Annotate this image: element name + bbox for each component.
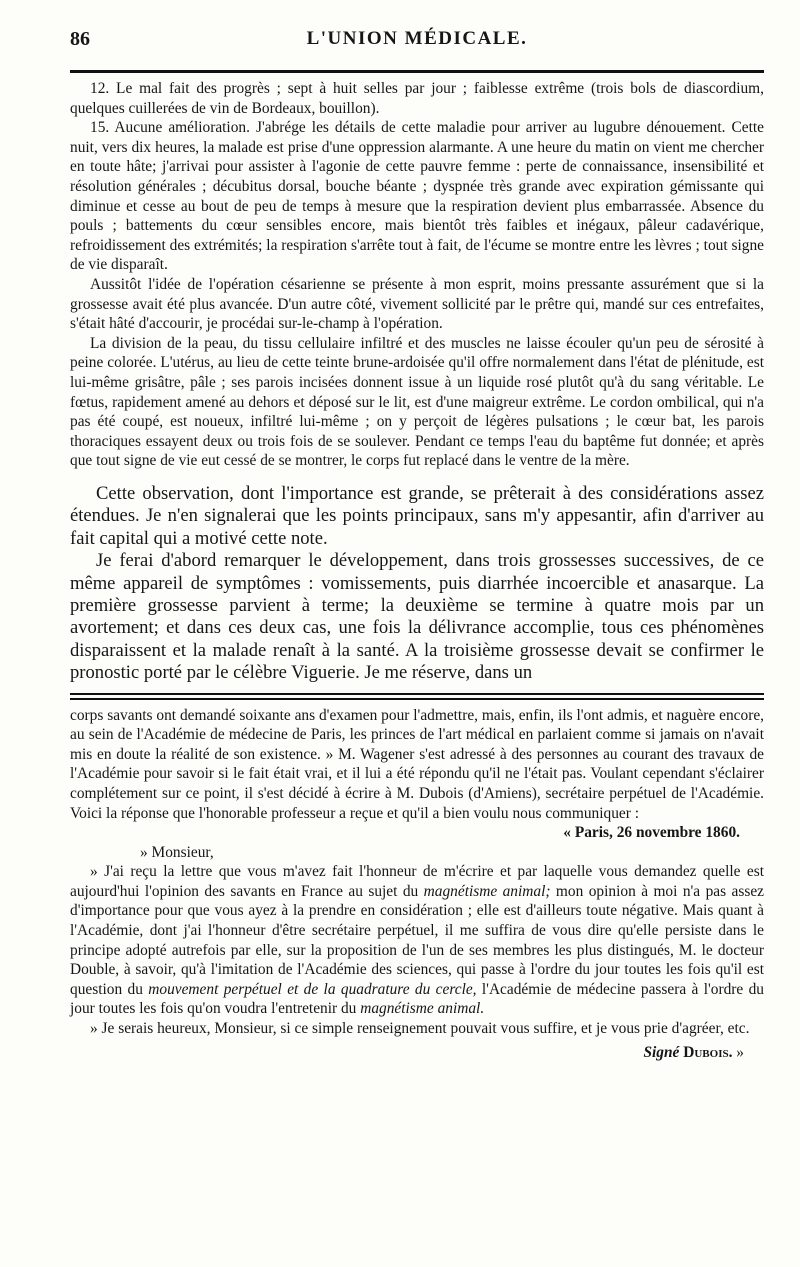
case-paragraph: La division de la peau, du tissu cellulaire infiltré et des muscles ne laisse écouler qu'un peu de sérosité à peine colorée. L'utérus, au lieu de cette teinte brune-ardoisée qu'il offre normalement dans l'état de plénitude, est lui-même grisâtre, pâle ; ses parois incisées donnent issue à un liquide rosé plutôt qu'à du sang véritable. Le fœtus, rapidement amené au dehors et déposé sur le lit, est d'une maigreur extrême. Le cordon ombilical, qui n'a pas été coupé, est noueux, infiltré lui-même ; on y perçoit de légères pulsations ; le cœur bat, les parois thoraciques essayent deux ou trois fois de se soulever. Pendant ce temps l'eau du baptême fut donnée; et après que tout signe de vie eut cessé de se montrer, le corps fut replacé dans le ventre de la mère. xyxy=(70,334,764,470)
letter-emphasis: mouvement perpétuel et de la quadrature du cercle, xyxy=(148,980,477,998)
signature-label: Signé xyxy=(643,1043,680,1061)
letter-text: l'Académie de médecine passera à l'ordre du jour toutes les fois qu'on voudra l'entretenir du xyxy=(70,980,764,1018)
case-paragraph: 12. Le mal fait des progrès ; sept à huit selles par jour ; faiblesse extrême (trois bols de diascordium, quelques cuillerées de vin de Bordeaux, bouillon). xyxy=(70,80,764,117)
header-rule xyxy=(70,70,764,73)
case-report xyxy=(70,79,764,471)
footnote-separator xyxy=(70,693,764,700)
signature-name: Dubois. xyxy=(683,1043,733,1061)
page-header xyxy=(70,28,764,58)
footnote-paragraph: corps savants ont demandé soixante ans d'examen pour l'admettre, mais, enfin, ils l'ont admis, et naguère encore, au sein de l'Académie de médecine de Paris, les princes de l'art médical en parlaient comme si jamais on n'avait mis en doute la réalité de son existence. » M. Wagener s'est adressé à des personnes au courant des travaux de l'Académie pour savoir si le fait était vrai, et il lui a été répondu qu'il ne l'était pas. Voulant cependant s'éclairer complétement sur ce point, il s'est décidé à écrire à M. Dubois (d'Amiens), secrétaire perpétuel de l'Académie. Voici la réponse que l'honorable professeur a reçue et qu'il a bien voulu nous communiquer : xyxy=(70,706,764,822)
commentary xyxy=(70,483,764,685)
letter-text: mon opinion à moi n'a pas assez d'importance pour que vous ayez à la prendre en considération ; elle est d'ailleurs toute négative. Mais quant à l'Académie, dont j'ai l'honneur d'être secrétaire perpétuel, il me suffira de vous dire qu'elle persiste dans le principe adopté autrefois par elle, sur la proposition de l'un de ses membres les plus distingués, M. le docteur Double, à savoir, qu'à l'imitation de l'Académie des sciences, qui passe à l'ordre du jour toutes les fois qu'il est question du xyxy=(70,882,764,998)
case-paragraph: Aussitôt l'idée de l'opération césarienne se présente à mon esprit, moins pressante assurément que si la grossesse avait été plus avancée. D'un autre côté, vivement sollicité par le prêtre qui, mandé sur ces entrefaites, s'était hâté d'accourir, je procédai sur-le-champ à l'opération. xyxy=(70,275,764,333)
book-page xyxy=(70,28,764,1062)
letter-dateline: « Paris, 26 novembre 1860. xyxy=(563,824,740,842)
page-number: 86 xyxy=(70,28,90,50)
commentary-paragraph: Cette observation, dont l'importance est grande, se prêterait à des considérations assez étendues. Je n'en signalerai que les points principaux, sans m'y appesantir, afin d'arriver au fait capital qui a motivé cette note. xyxy=(70,482,764,549)
letter-paragraph: » Je serais heureux, Monsieur, si ce simple renseignement pouvait vous suffire, et je vous prie d'agréer, etc. xyxy=(90,1020,750,1038)
letter-salutation: » Monsieur, xyxy=(140,843,214,861)
running-title: L'UNION MÉDICALE. xyxy=(306,28,528,49)
letter-paragraph xyxy=(70,862,764,1019)
signature-close: » xyxy=(732,1043,744,1061)
letter-emphasis: magnétisme animal. xyxy=(360,1000,485,1018)
letter-text: » J'ai reçu la lettre que vous m'avez fait l'honneur de m'écrire et par laquelle vous demandez quelle est aujourd'hui l'opinion des savants en France au sujet du xyxy=(70,863,764,900)
letter-signature xyxy=(70,1043,764,1063)
case-paragraph: 15. Aucune amélioration. J'abrége les détails de cette maladie pour arriver au lugubre dénouement. Cette nuit, vers dix heures, la malade est prise d'une oppression alarmante. A une heure du matin on vient me chercher en toute hâte; j'arrivai pour assister à l'agonie de cette pauvre femme : perte de connaissance, insensibilité et résolution générales ; décubitus dorsal, bouche béante ; dyspnée très grande avec expiration gémissante qui diminue et cesse au bout de peu de temps à mesure que la respiration devient plus embarrassée. Absence du pouls ; battements du cœur sensibles encore, mais bientôt très faibles et inégaux, pâleur cadavérique, refroidissement des extrémités; la respiration s'arrête tout à fait, de l'écume se montre entre les lèvres ; tout signe de vie disparaît. xyxy=(70,119,764,274)
footnote xyxy=(70,706,764,1063)
letter-emphasis: magnétisme animal; xyxy=(423,882,551,900)
commentary-paragraph: Je ferai d'abord remarquer le développement, dans trois grossesses successives, de ce même appareil de symptômes : vomissements, puis diarrhée incoercible et anasarque. La première grossesse parvient à terme; la deuxième se termine à quatre mois par un avortement; et dans ces deux cas, une fois la délivrance accomplie, tous ces phénomènes disparaissent et la malade renaît à la santé. A la troisième grossesse devait se confirmer le pronostic porté par le célèbre Viguerie. Je me réserve, dans un xyxy=(70,550,764,684)
